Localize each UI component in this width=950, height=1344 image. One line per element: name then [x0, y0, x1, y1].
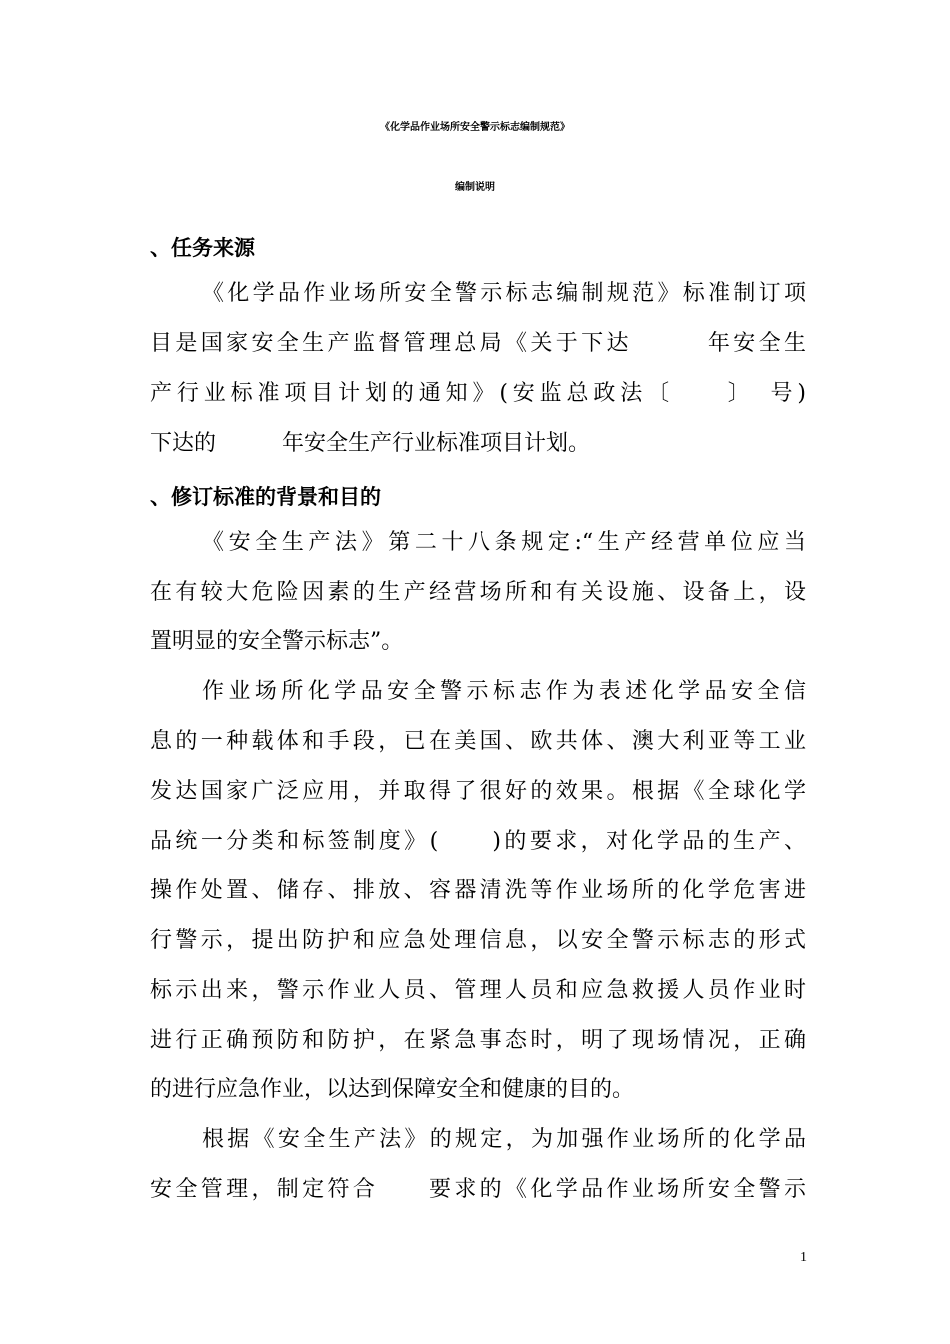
paragraph-line: 行警示，提出防护和应急处理信息，以安全警示标志的形式 [150, 928, 806, 953]
paragraph-line: 发达国家广泛应用，并取得了很好的效果。根据《全球化学 [150, 779, 806, 804]
paragraph-line: 息的一种载体和手段，已在美国、欧共体、澳大利亚等工业 [150, 729, 806, 754]
section-heading-background-purpose: 、修订标准的背景和目的 [150, 485, 381, 509]
paragraph-line: 《安全生产法》第二十八条规定:“生产经营单位应当 [202, 530, 806, 555]
paragraph-line: 的进行应急作业，以达到保障安全和健康的目的。 [150, 1077, 635, 1102]
paragraph-line: 置明显的安全警示标志”。 [150, 629, 404, 654]
paragraph-line: 操作处置、储存、排放、容器清洗等作业场所的化学危害进 [150, 878, 806, 903]
page-number: 1 [800, 1250, 807, 1265]
paragraph-line: 作业场所化学品安全警示标志作为表述化学品安全信 [202, 679, 806, 704]
document-title: 《化学品作业场所安全警示标志编制规范》 [380, 122, 570, 133]
paragraph-line: 根据《安全生产法》的规定，为加强作业场所的化学品 [202, 1127, 806, 1152]
paragraph-line: 进行正确预防和防护，在紧急事态时，明了现场情况，正确 [150, 1028, 806, 1053]
paragraph-line: 在有较大危险因素的生产经营场所和有关设施、设备上，设 [150, 580, 806, 605]
paragraph-line: 品统一分类和标签制度》( )的要求，对化学品的生产、 [150, 829, 806, 854]
paragraph-line: 《化学品作业场所安全警示标志编制规范》标准制订项 [202, 281, 806, 306]
document-subtitle: 编制说明 [455, 182, 495, 193]
paragraph-line: 下达的 年安全生产行业标准项目计划。 [150, 431, 591, 456]
section-heading-task-source: 、任务来源 [150, 236, 255, 260]
paragraph-line: 标示出来，警示作业人员、管理人员和应急救援人员作业时 [150, 978, 806, 1003]
paragraph-line: 产行业标准项目计划的通知》(安监总政法〔 〕 号) [150, 381, 806, 406]
paragraph-line: 目是国家安全生产监督管理总局《关于下达 年安全生 [150, 331, 806, 356]
paragraph-line: 安全管理，制定符合 要求的《化学品作业场所安全警示 [150, 1177, 806, 1202]
